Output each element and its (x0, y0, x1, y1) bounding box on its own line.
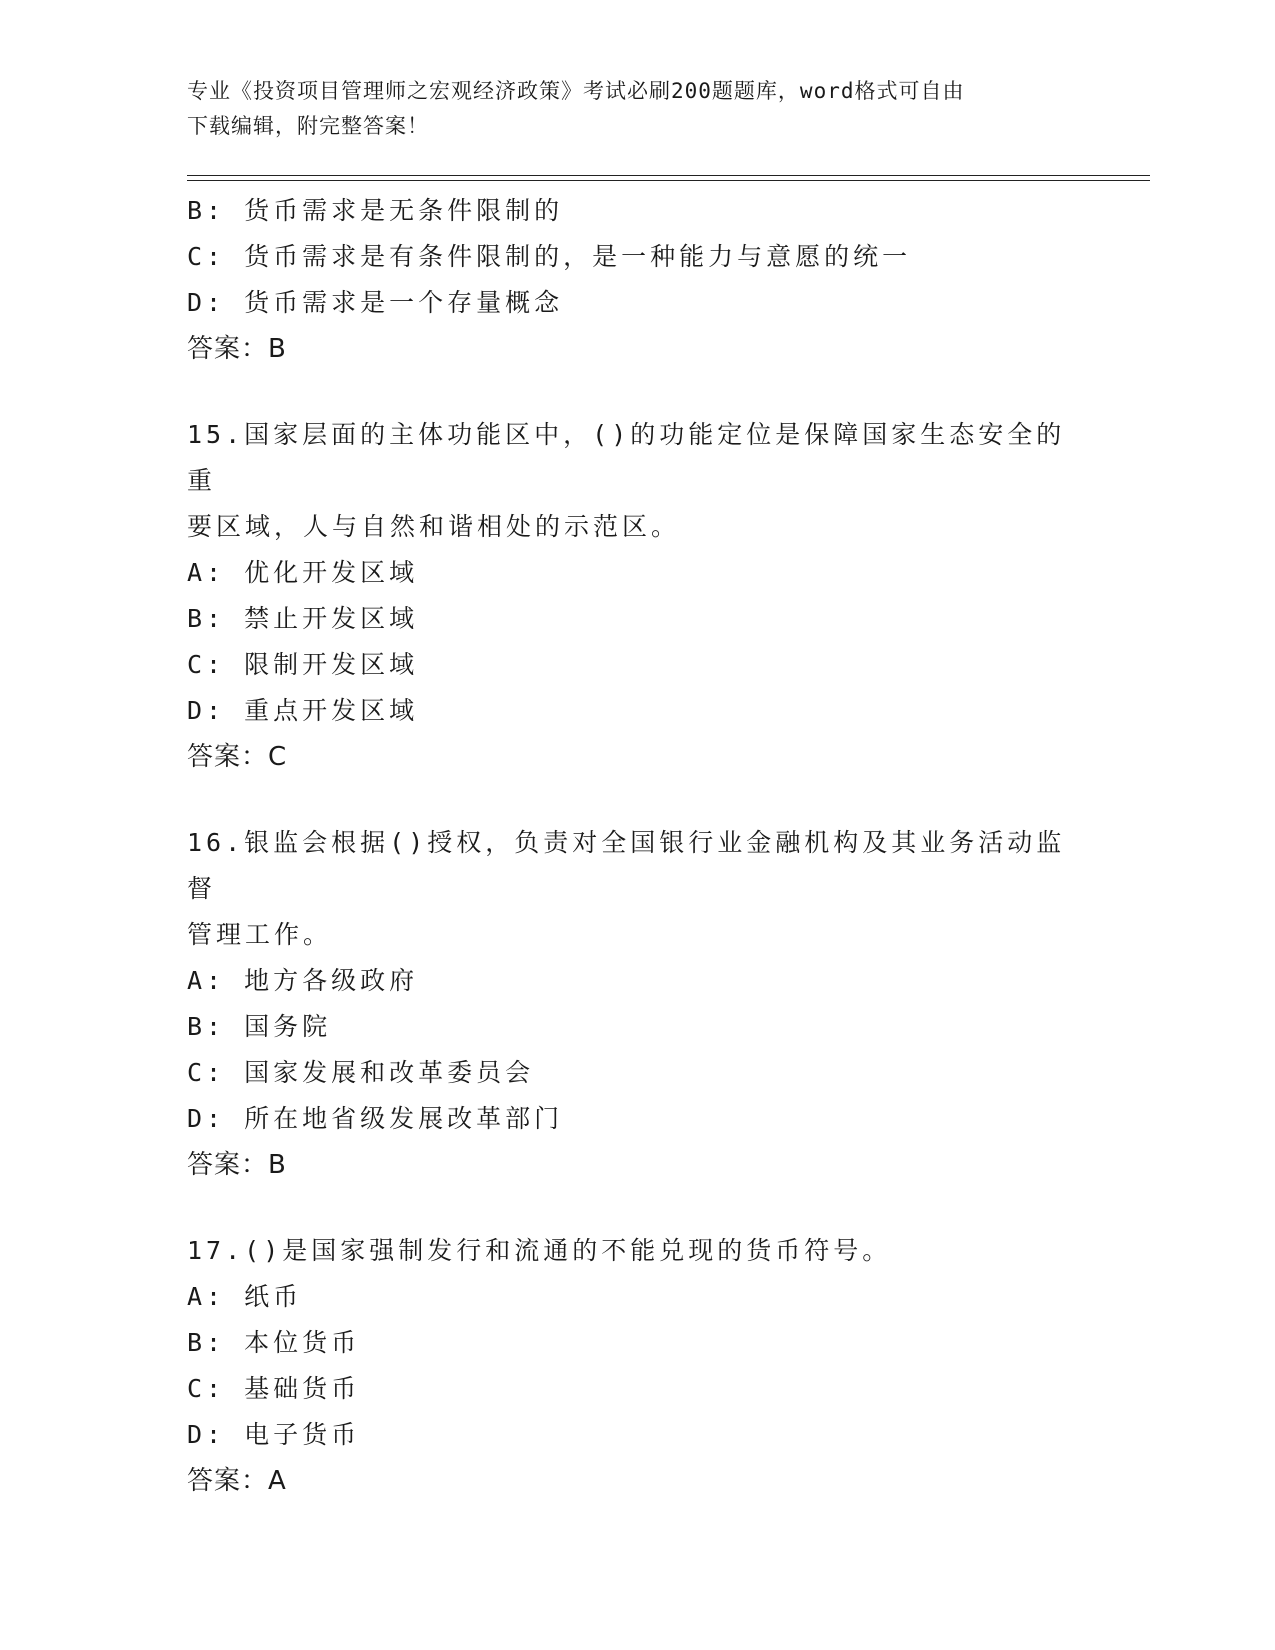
option-a: A: 地方各级政府 (187, 966, 419, 995)
option-c: C: 货币需求是有条件限制的，是一种能力与意愿的统一 (187, 242, 912, 271)
header-divider-top (187, 175, 1150, 176)
option-b: B: 货币需求是无条件限制的 (187, 196, 564, 225)
question-text-line-1: 17.()是国家强制发行和流通的不能兑现的货币符号。 (187, 1236, 892, 1265)
question-17 (187, 1228, 1087, 1504)
header-line-2: 下载编辑，附完整答案！ (187, 114, 429, 138)
question-text-line-1: 16.银监会根据()授权，负责对全国银行业金融机构及其业务活动监督 (187, 828, 1066, 903)
question-text-line-2: 管理工作。 (187, 920, 333, 949)
question-16 (187, 820, 1087, 1188)
option-d: D: 所在地省级发展改革部门 (187, 1104, 564, 1133)
answer-line: 答案：A (187, 1466, 287, 1496)
option-b: B: 国务院 (187, 1012, 332, 1041)
answer-line: 答案：C (187, 742, 288, 772)
option-a: A: 纸币 (187, 1282, 303, 1311)
answer-line: 答案：B (187, 334, 287, 364)
question-text-line-2: 要区域，人与自然和谐相处的示范区。 (187, 512, 681, 541)
question-list (187, 188, 1087, 1504)
answer-line: 答案：B (187, 1150, 287, 1180)
header-divider-bottom (187, 180, 1150, 181)
question-14-continuation (187, 188, 1087, 372)
option-b: B: 本位货币 (187, 1328, 361, 1357)
header-line-1: 专业《投资项目管理师之宏观经济政策》考试必刷200题题库，word格式可自由 (187, 79, 965, 103)
question-15 (187, 412, 1087, 780)
document-header (187, 74, 1067, 144)
option-d: D: 货币需求是一个存量概念 (187, 288, 564, 317)
option-a: A: 优化开发区域 (187, 558, 419, 587)
option-d: D: 电子货币 (187, 1420, 361, 1449)
question-text-line-1: 15.国家层面的主体功能区中，()的功能定位是保障国家生态安全的重 (187, 420, 1066, 495)
question-text (187, 412, 1087, 550)
option-c: C: 基础货币 (187, 1374, 361, 1403)
option-c: C: 限制开发区域 (187, 650, 419, 679)
question-text (187, 820, 1087, 958)
question-text (187, 1228, 1087, 1274)
option-d: D: 重点开发区域 (187, 696, 419, 725)
option-b: B: 禁止开发区域 (187, 604, 419, 633)
option-c: C: 国家发展和改革委员会 (187, 1058, 535, 1087)
